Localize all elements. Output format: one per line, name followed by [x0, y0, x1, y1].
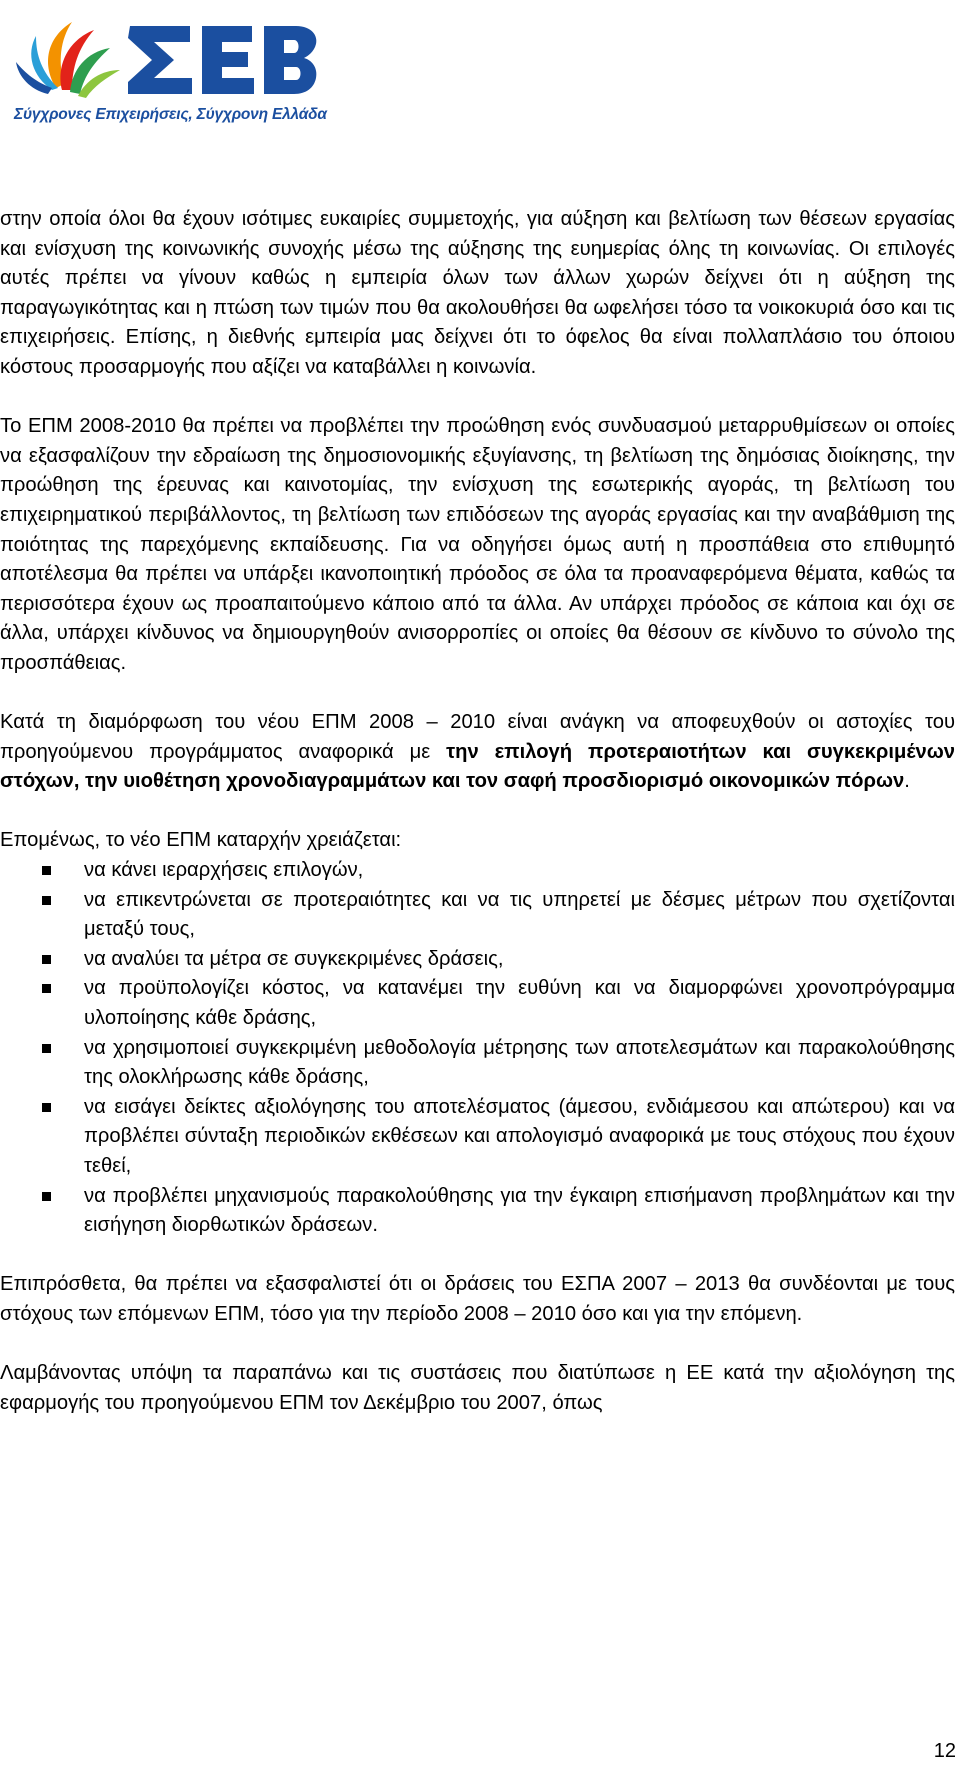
paragraph: στην οποία όλοι θα έχουν ισότιμες ευκαιρίες συμμετοχής, για αύξηση και βελτίωση των θέσεων εργασίας και ενίσχυση της κοινωνικής συνοχής μέσω της αύξησης της ευημερίας όλης τη κοινωνίας. Οι επιλογές αυτές πρέπει να γίνουν καθώς η εμπειρία όλων των άλλων χωρών δείχνει ότι η αύξηση της παραγωγικότητας και η πτώση των τιμών που θα ακολουθήσει θα ωφελήσει τόσο τα νοικοκυριά όσο και τις επιχειρήσεις. Επίσης, η διεθνής εμπειρία μας δείχνει ότι το όφελος θα είναι πολλαπλάσιο του όποιου κόστους προσαρμογής που αξίζει να καταβάλλει η κοινωνία. — [0, 208, 955, 378]
list-item-text: να εισάγει δείκτες αξιολόγησης του αποτελέσματος (άμεσου, ενδιάμεσου και απώτερου) και να προβλέπει σύνταξη περιοδικών εκθέσεων και απολογισμό αναφορικά με τους στόχους που έχουν τεθεί, — [84, 1095, 955, 1177]
list-item-text: να επικεντρώνεται σε προτεραιότητες και να τις υπηρετεί με δέσμες μέτρων που σχετίζονται μεταξύ τους, — [84, 888, 955, 941]
logo-tagline: Σύγχρονες Επιχειρήσεις, Σύγχρονη Ελλάδα — [14, 106, 327, 123]
logo-letters — [128, 26, 316, 94]
list-item-text: να χρησιμοποιεί συγκεκριμένη μεθοδολογία μέτρησης των αποτελεσμάτων και παρακολούθησης της ολοκλήρωσης κάθε δράσης, — [84, 1036, 955, 1089]
list-item-text: να αναλύει τα μέτρα σε συγκεκριμένες δράσεις, — [84, 947, 504, 970]
square-bullet-icon — [42, 984, 51, 993]
list-intro: Επομένως, το νέο ΕΠΜ καταρχήν χρειάζεται: — [0, 829, 402, 852]
square-bullet-icon — [42, 1103, 51, 1112]
paragraph: Επιπρόσθετα, θα πρέπει να εξασφαλιστεί ότι οι δράσεις του ΕΣΠΑ 2007 – 2013 θα συνδέονται με τους στόχους των επόμενων ΕΠΜ, τόσο για την περίοδο 2008 – 2010 όσο και για την επόμενη. — [0, 1273, 955, 1325]
paragraph-bold-highlight — [0, 708, 955, 797]
list-item-text: να προϋπολογίζει κόστος, να κατανέμει την ευθύνη και να διαμορφώνει χρονοπρόγραμμα υλοποίησης κάθε δράσης, — [84, 977, 955, 1030]
square-bullet-icon — [42, 866, 51, 875]
square-bullet-icon — [42, 955, 51, 964]
seb-logo — [12, 10, 322, 105]
square-bullet-icon — [42, 896, 51, 905]
list-item — [0, 945, 955, 975]
list-item-text: να κάνει ιεραρχήσεις επιλογών, — [84, 859, 364, 882]
list-item — [0, 1034, 955, 1093]
paragraph-text: Κατά τη διαμόρφωση του νέου ΕΠΜ 2008 – 2010 είναι ανάγκη να αποφευχθούν οι αστοχίες του προηγούμενου προγράμματος αναφορικά με — [0, 711, 955, 763]
page-header — [12, 10, 332, 130]
paragraph-text: . — [904, 770, 910, 793]
list-item — [0, 1093, 955, 1182]
document-body — [0, 205, 955, 1448]
list-item — [0, 886, 955, 945]
requirements-list — [0, 856, 955, 1241]
logo-burst-icon — [16, 22, 120, 98]
paragraph: Λαμβάνοντας υπόψη τα παραπάνω και τις συστάσεις που διατύπωσε η ΕΕ κατά την αξιολόγηση της εφαρμογής του προηγούμενου ΕΠΜ τον Δεκέμβριο του 2007, όπως — [0, 1362, 955, 1414]
list-item — [0, 974, 955, 1033]
square-bullet-icon — [42, 1044, 51, 1053]
square-bullet-icon — [42, 1192, 51, 1201]
list-item-text: να προβλέπει μηχανισμούς παρακολούθησης για την έγκαιρη επισήμανση προβλημάτων και την εισήγηση διορθωτικών δράσεων. — [84, 1184, 955, 1237]
list-item — [0, 1182, 955, 1241]
list-item — [0, 856, 955, 886]
page-number: 12 — [933, 1740, 956, 1762]
paragraph: Το ΕΠΜ 2008-2010 θα πρέπει να προβλέπει την προώθηση ενός συνδυασμού μεταρρυθμίσεων οι οποίες να εξασφαλίζουν την εδραίωση της δημοσιονομικής εξυγίανσης, τη βελτίωση της δημόσιας διοίκησης, την προώθηση της έρευνας και καινοτομίας, την ενίσχυση της εσωτερικής αγοράς, τη βελτίωση του επιχειρηματικού περιβάλλοντος, τη βελτίωση των επιδόσεων της αγοράς εργασίας και την αναβάθμιση της ποιότητας της παρεχόμενης εκπαίδευσης. Για να οδηγήσει όμως αυτή η προσπάθεια στο επιθυμητό αποτέλεσμα θα πρέπει να υπάρξει ικανοποιητική πρόοδος σε όλα τα προαναφερόμενα θέματα, καθώς τα περισσότερα έχουν ως προαπαιτούμενο κάποιο από τα άλλα. Αν υπάρχει πρόοδος σε κάποια και όχι σε άλλα, υπάρχει κίνδυνος να δημιουργηθούν ανισορροπίες οι οποίες θα θέσουν σε κίνδυνο το σύνολο της προσπάθειας. — [0, 415, 955, 674]
bold-text: την επιλογή προτεραιοτήτων και συγκεκριμένων στόχων, την υιοθέτηση χρονοδιαγραμμάτων και τον σαφή προσδιορισμό οικονομικών πόρων — [0, 740, 955, 793]
